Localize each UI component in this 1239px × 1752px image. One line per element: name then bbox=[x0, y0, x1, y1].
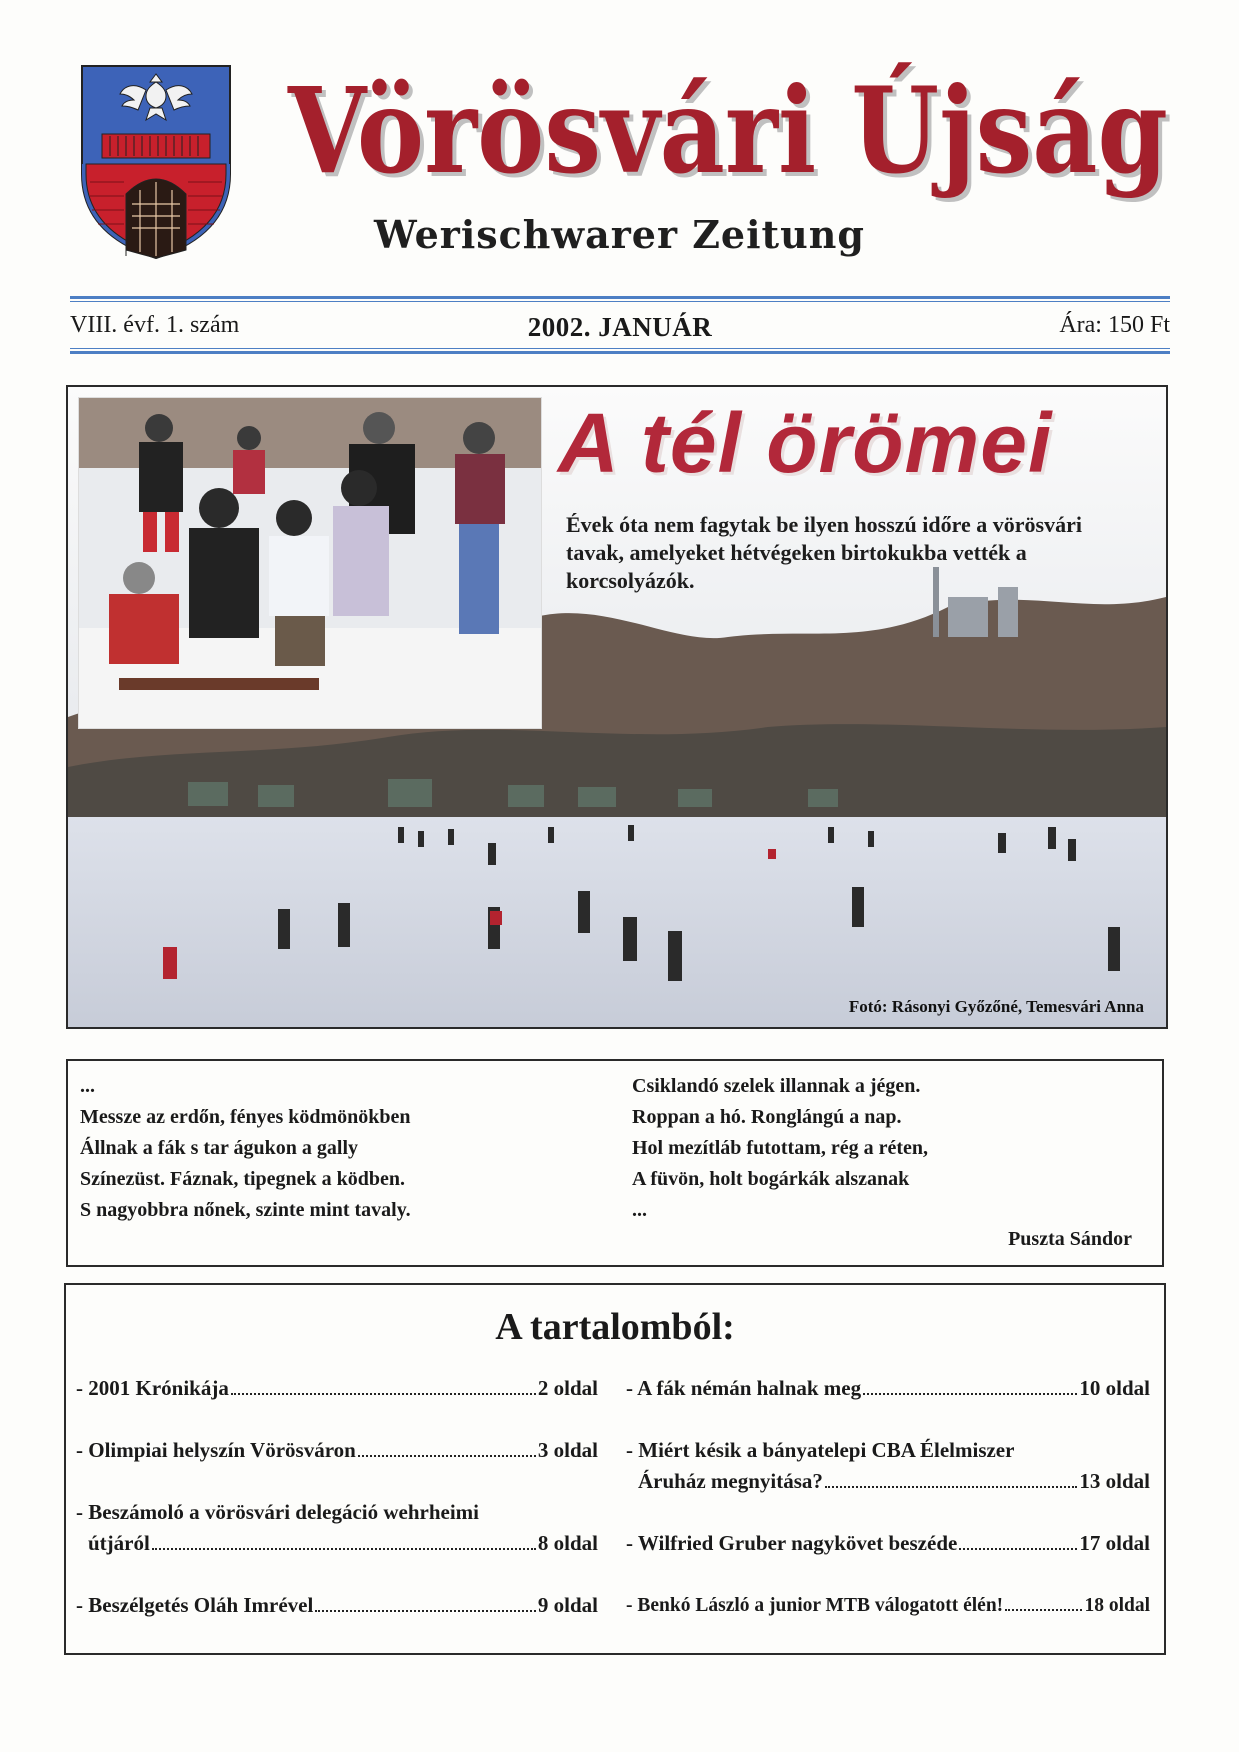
contents-entry-page: 18 oldal bbox=[1084, 1595, 1150, 1616]
contents-entry-title: Áruház megnyitása? bbox=[638, 1469, 823, 1493]
contents-entry[interactable] bbox=[626, 1590, 1150, 1621]
bottom-rule bbox=[70, 351, 1170, 354]
contents-entry[interactable] bbox=[76, 1435, 598, 1466]
contents-entry[interactable] bbox=[626, 1528, 1150, 1559]
poem-line: S nagyobbra nőnek, szinte mint tavaly. bbox=[80, 1199, 411, 1221]
contents-entry-title: - A fák némán halnak meg bbox=[626, 1376, 862, 1400]
contents-entry[interactable] bbox=[76, 1590, 598, 1621]
poem-column-right bbox=[632, 1071, 928, 1226]
contents-entry-page: 8 oldal bbox=[537, 1531, 598, 1555]
masthead-title bbox=[278, 40, 1178, 230]
poem-column-left bbox=[80, 1071, 411, 1226]
contents-entry-title: - Beszélgetés Oláh Imrével bbox=[76, 1593, 314, 1617]
feature-lead-text: Évek óta nem fagytak be ilyen hosszú időre a vörösvári tavak, amelyeket hétvégeken birtokukba vették a korcsolyázók. bbox=[566, 512, 1082, 593]
contents-entry-page: 9 oldal bbox=[537, 1593, 598, 1617]
masthead-subtitle: Werischwarer Zeitung bbox=[374, 212, 865, 257]
contents-entry[interactable] bbox=[76, 1497, 598, 1559]
table-of-contents bbox=[64, 1283, 1166, 1655]
contents-entry[interactable] bbox=[626, 1435, 1150, 1497]
bottom-rule-thin bbox=[70, 348, 1170, 349]
contents-entry-title-first-line: - Miért késik a bányatelepi CBA Élelmiszer bbox=[626, 1438, 1015, 1462]
contents-entry-page: 13 oldal bbox=[1079, 1469, 1150, 1493]
contents-title: A tartalomból: bbox=[495, 1306, 735, 1348]
contents-entry-title: - Wilfried Gruber nagykövet beszéde bbox=[626, 1531, 958, 1555]
contents-entry-title-first-line: - Beszámoló a vörösvári delegáció wehrheimi bbox=[76, 1500, 479, 1524]
issue-volume: VIII. évf. 1. szám bbox=[70, 312, 240, 338]
poem-line: ... bbox=[80, 1075, 95, 1097]
top-rule bbox=[70, 296, 1170, 299]
feature-headline: A tél örömei bbox=[558, 396, 1053, 490]
poem-box bbox=[66, 1059, 1164, 1267]
issue-info-row bbox=[70, 312, 1170, 348]
poem-author: Puszta Sándor bbox=[1008, 1228, 1132, 1250]
contents-entry-page: 10 oldal bbox=[1079, 1376, 1150, 1400]
issue-date: 2002. JANUÁR bbox=[527, 312, 713, 342]
issue-price: Ára: 150 Ft bbox=[1059, 312, 1170, 338]
poem-line: Állnak a fák s tar águkon a gally bbox=[80, 1137, 359, 1159]
contents-entry[interactable] bbox=[626, 1373, 1150, 1404]
contents-entry-title: - Olimpiai helyszín Vörösváron bbox=[76, 1438, 356, 1462]
contents-entry-page: 2 oldal bbox=[537, 1376, 598, 1400]
poem-line: Csiklandó szelek illannak a jégen. bbox=[632, 1075, 921, 1097]
poem-line: Hol mezítláb futottam, rég a réten, bbox=[632, 1137, 929, 1159]
top-rule-thin bbox=[70, 301, 1170, 302]
poem-line: A füvön, holt bogárkák alszanak bbox=[632, 1168, 910, 1190]
poem-line: Messze az erdőn, fényes ködmönökben bbox=[80, 1106, 411, 1128]
poem-line: ... bbox=[632, 1199, 647, 1221]
children-sledding-photo bbox=[78, 397, 542, 729]
contents-entry-page: 3 oldal bbox=[537, 1438, 598, 1462]
contents-entry-title: útjáról bbox=[88, 1531, 150, 1555]
photo-credit: Fotó: Rásonyi Győzőné, Temesvári Anna bbox=[848, 997, 1144, 1016]
poem-line: Roppan a hó. Ronglángú a nap. bbox=[632, 1106, 902, 1128]
masthead-title-text: Vörösvári Újság bbox=[287, 61, 1168, 200]
contents-entry-page: 17 oldal bbox=[1079, 1531, 1150, 1555]
contents-entry-title: - Benkó László a junior MTB válogatott élén! bbox=[626, 1595, 1004, 1616]
cover-feature bbox=[66, 385, 1168, 1029]
poem-line: Színezüst. Fáznak, tipegnek a ködben. bbox=[80, 1168, 406, 1190]
contents-entry[interactable] bbox=[76, 1373, 598, 1404]
masthead-title-shadow: Vörösvári Újság bbox=[291, 65, 1172, 204]
contents-entry-title: - 2001 Krónikája bbox=[76, 1376, 229, 1400]
